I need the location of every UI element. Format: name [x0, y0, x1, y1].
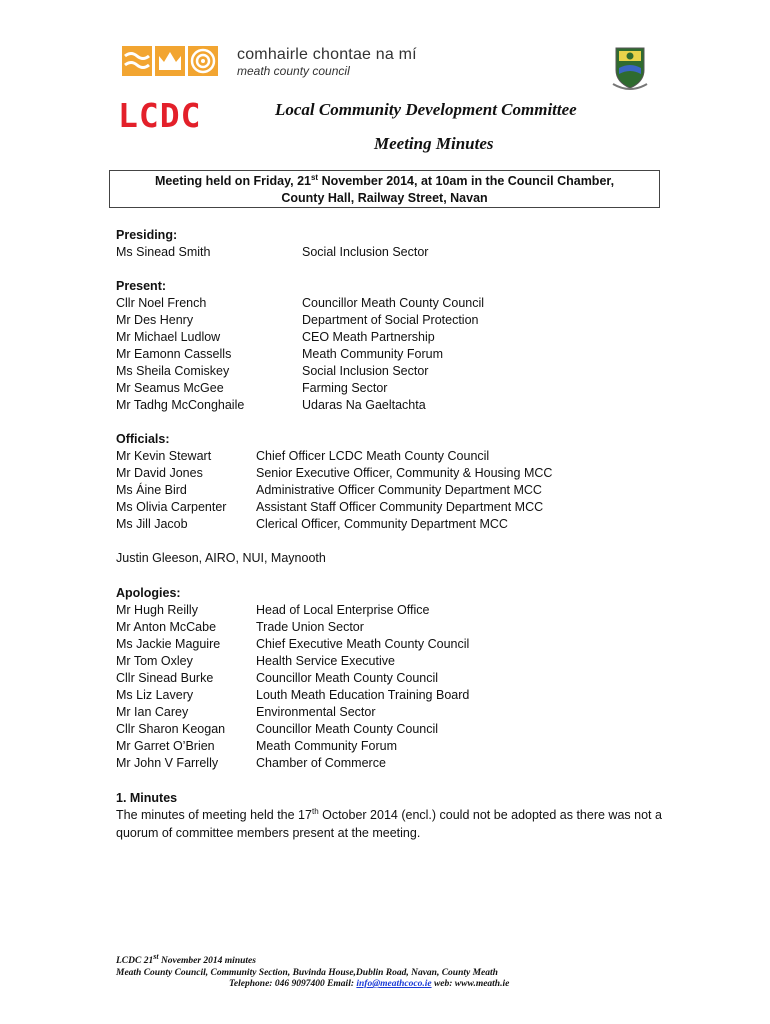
meeting-details-box [109, 170, 660, 208]
apology-name: Ms Liz Lavery [116, 688, 194, 702]
official-extra: Justin Gleeson, AIRO, NUI, Maynooth [116, 551, 326, 565]
page-footer [116, 951, 498, 979]
apology-role: Meath Community Forum [256, 739, 398, 753]
apology-name: Mr Garret O’Brien [116, 739, 215, 753]
website-link[interactable]: www.meath.ie [454, 979, 510, 989]
email-link[interactable]: info@meathcoco.ie [356, 979, 432, 989]
official-name: Ms Áine Bird [116, 483, 187, 497]
minutes-heading: 1. Minutes [116, 791, 178, 805]
present-name: Ms Sheila Comiskey [116, 364, 230, 378]
present-name: Mr Seamus McGee [116, 381, 224, 395]
apology-name: Cllr Sharon Keogan [116, 722, 226, 736]
apology-role: Health Service Executive [256, 654, 395, 668]
official-role: Assistant Staff Officer Community Department MCC [256, 500, 544, 514]
official-name: Ms Jill Jacob [116, 517, 188, 531]
present-name: Mr Tadhg McConghaile [116, 398, 245, 412]
apology-name: Mr Hugh Reilly [116, 603, 198, 617]
council-logo-icon [122, 46, 218, 76]
presiding-name: Ms Sinead Smith [116, 245, 211, 259]
document-subtitle: Meeting Minutes [374, 134, 494, 153]
council-name-irish: comhairle chontae na mí [237, 46, 417, 63]
apology-role: Chamber of Commerce [256, 756, 386, 770]
present-role: Department of Social Protection [302, 313, 479, 327]
footer-line-2: Meath County Council, Community Section, Buvinda House,Dublin Road, Navan, County Meath [116, 968, 498, 978]
present-name: Mr Michael Ludlow [116, 330, 221, 344]
apology-name: Mr Anton McCabe [116, 620, 217, 634]
present-role: Meath Community Forum [302, 347, 444, 361]
apologies-heading: Apologies: [116, 586, 181, 600]
presiding-role: Social Inclusion Sector [302, 245, 429, 259]
official-name: Mr David Jones [116, 466, 203, 480]
lcdc-logo-text: LCDC [118, 96, 202, 135]
official-name: Ms Olivia Carpenter [116, 500, 227, 514]
present-name: Mr Des Henry [116, 313, 194, 327]
footer-line-1: LCDC 21st November 2014 minutes [116, 951, 256, 966]
official-role: Chief Officer LCDC Meath County Council [256, 449, 490, 463]
official-role: Senior Executive Officer, Community & Housing MCC [256, 466, 553, 480]
present-role: CEO Meath Partnership [302, 330, 435, 344]
meeting-line-2: County Hall, Railway Street, Navan [281, 191, 488, 205]
apology-name: Ms Jackie Maguire [116, 637, 221, 651]
footer-contact-line: Telephone: 046 9097400 Email: info@meathcoco.ie web: www.meath.ie [229, 979, 510, 989]
apology-role: Environmental Sector [256, 705, 376, 719]
official-name: Mr Kevin Stewart [116, 449, 212, 463]
officials-heading: Officials: [116, 432, 170, 446]
apology-role: Trade Union Sector [256, 620, 364, 634]
apology-name: Mr John V Farrelly [116, 756, 219, 770]
present-name: Cllr Noel French [116, 296, 207, 310]
apology-role: Councillor Meath County Council [256, 722, 439, 736]
apology-role: Councillor Meath County Council [256, 671, 439, 685]
present-heading: Present: [116, 279, 167, 293]
meeting-line-1: Meeting held on Friday, 21st November 2014, at 10am in the Council Chamber, [154, 172, 615, 188]
apology-role: Head of Local Enterprise Office [256, 603, 430, 617]
presiding-heading: Presiding: [116, 228, 178, 242]
official-role: Administrative Officer Community Department MCC [256, 483, 542, 497]
apology-name: Mr Ian Carey [116, 705, 189, 719]
apology-role: Chief Executive Meath County Council [256, 637, 470, 651]
present-role: Social Inclusion Sector [302, 364, 429, 378]
document-title: Local Community Development Committee [275, 100, 577, 119]
apology-role: Louth Meath Education Training Board [256, 688, 470, 702]
council-name-english: meath county council [237, 64, 350, 78]
present-role: Udaras Na Gaeltachta [302, 398, 426, 412]
present-role: Farming Sector [302, 381, 388, 395]
apology-name: Cllr Sinead Burke [116, 671, 214, 685]
present-role: Councillor Meath County Council [302, 296, 485, 310]
official-role: Clerical Officer, Community Department MCC [256, 517, 508, 531]
county-crest-icon [611, 44, 649, 92]
present-name: Mr Eamonn Cassells [116, 347, 232, 361]
apology-name: Mr Tom Oxley [116, 654, 193, 668]
minutes-paragraph: The minutes of meeting held the 17th October 2014 (encl.) could not be adopted as there was not a quorum of committee members present at the meeting. [116, 806, 662, 840]
